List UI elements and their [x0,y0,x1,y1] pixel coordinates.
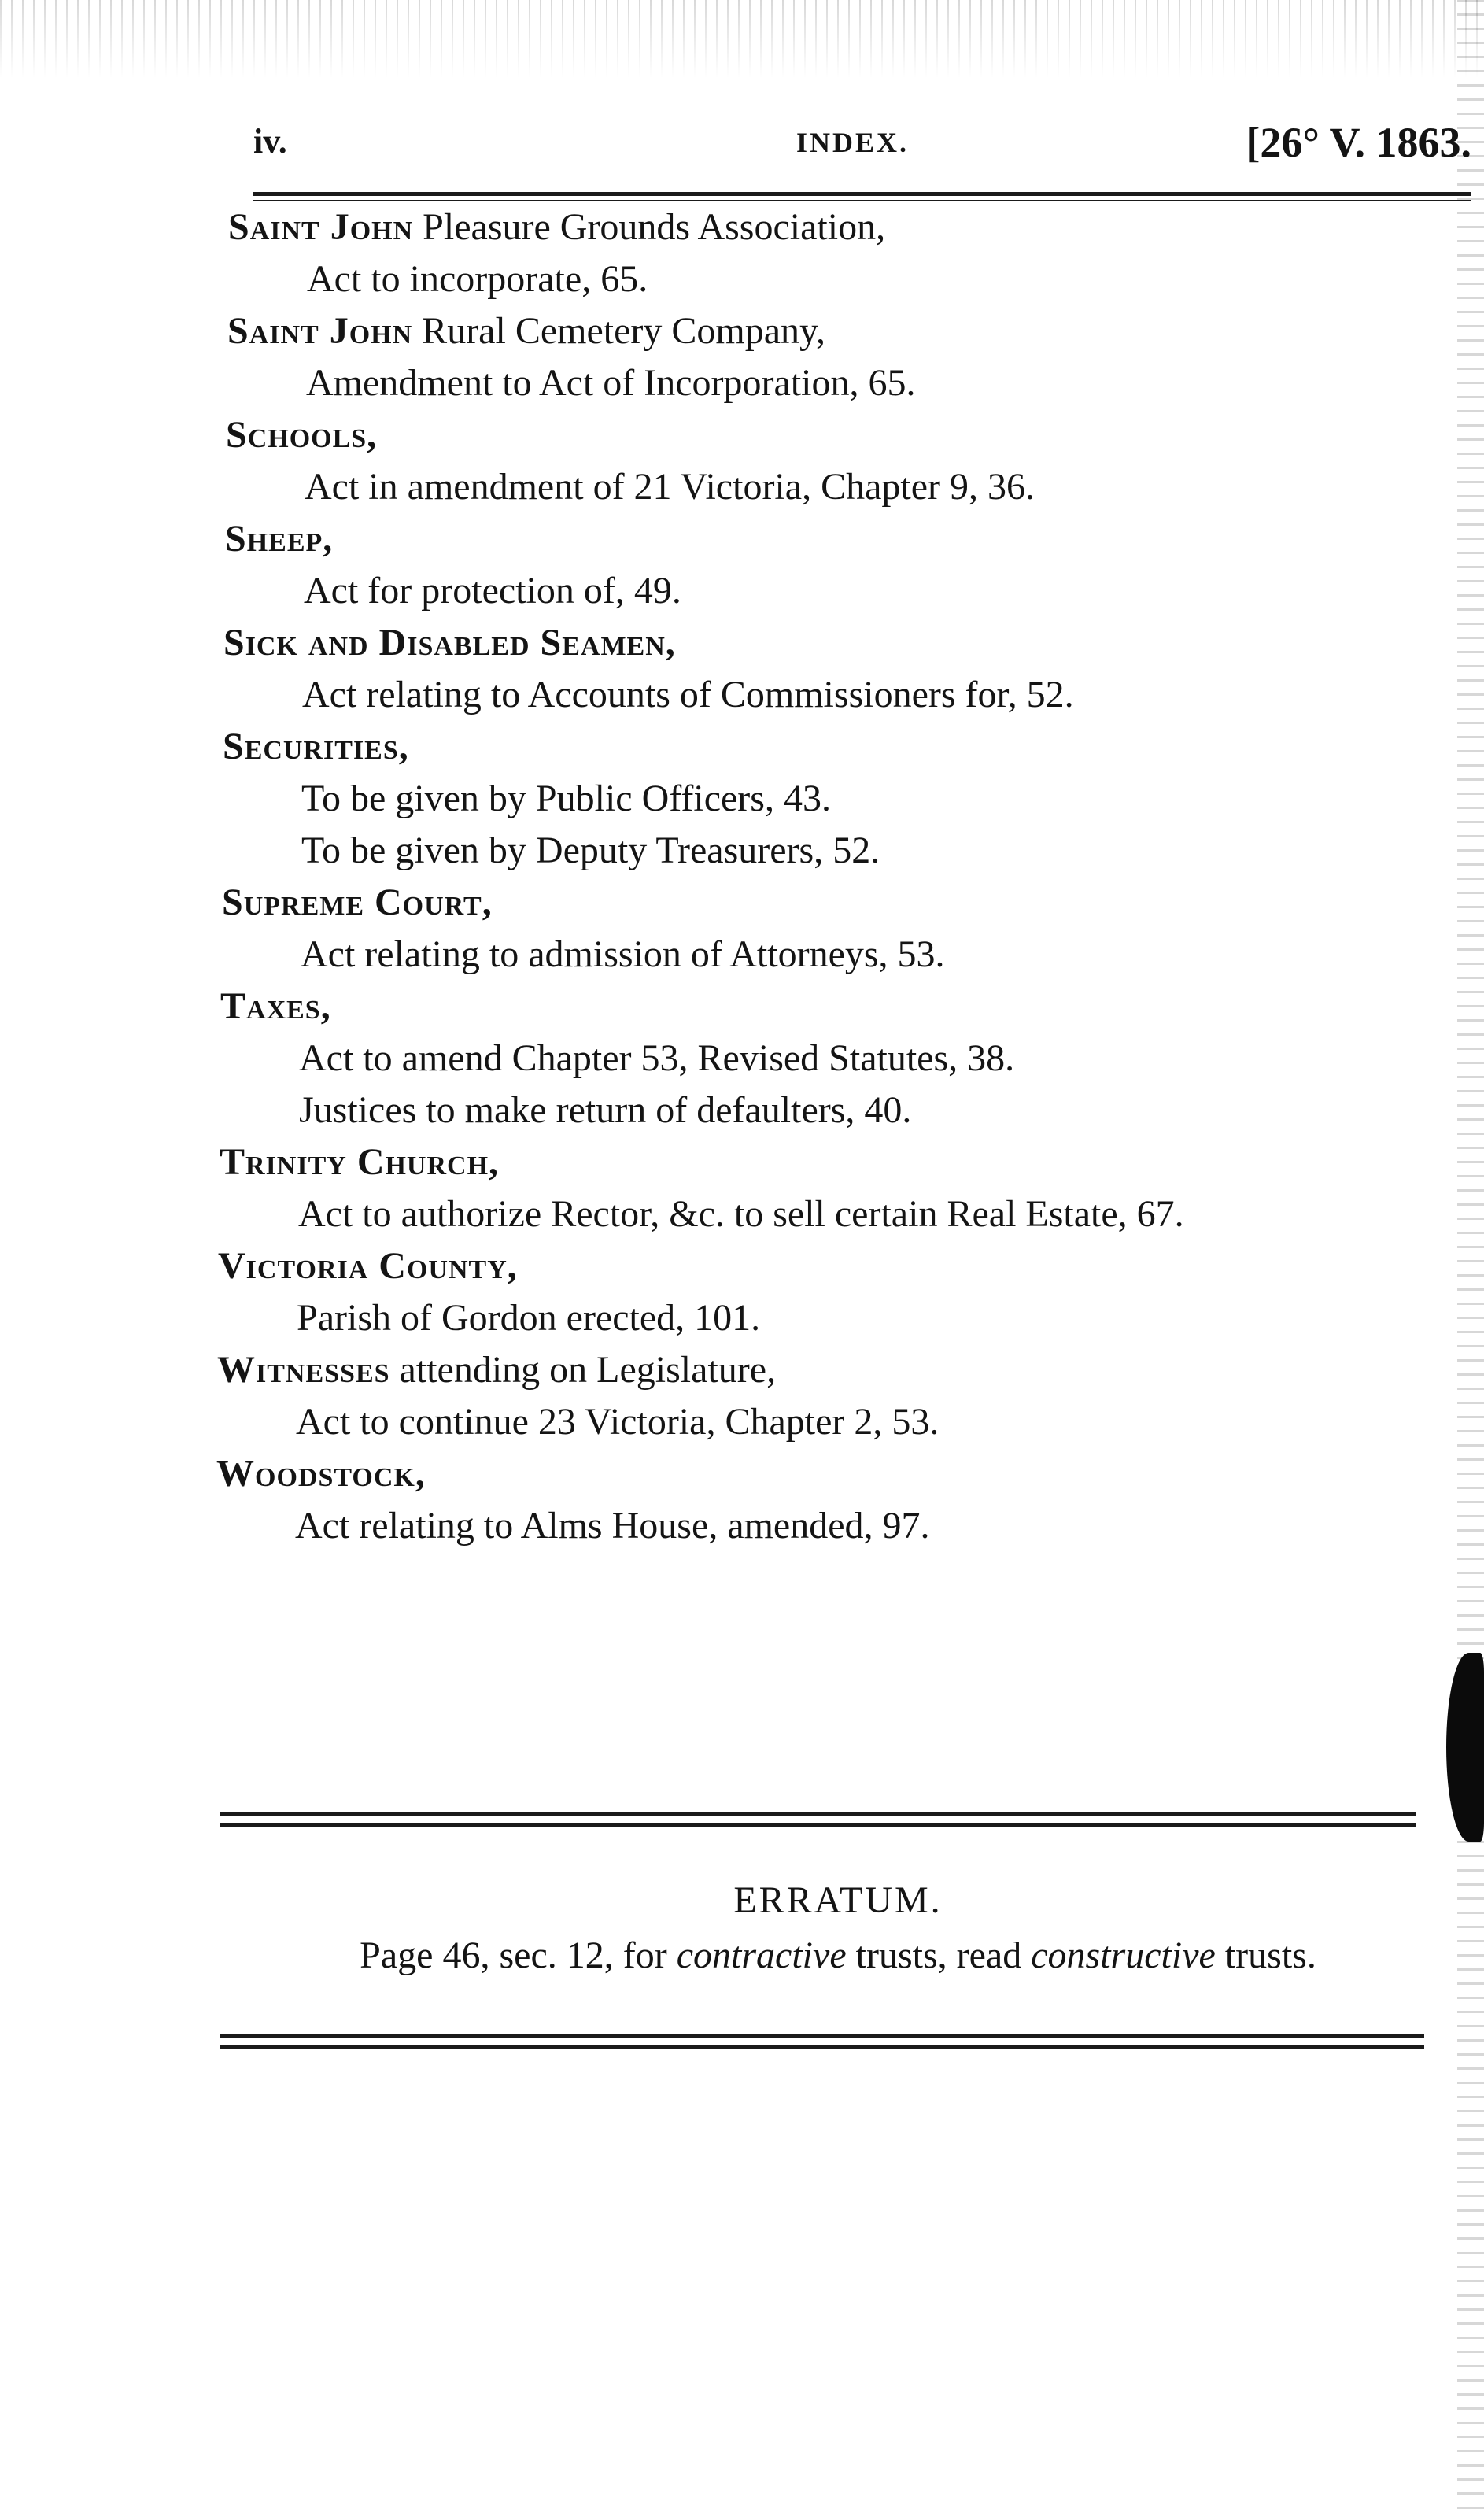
erratum-part-1: Page 46, sec. 12, for [360,1934,677,1976]
perforated-top-edge [0,0,1484,79]
index-term: Supreme Court, [222,881,493,923]
index-entry [220,981,1456,1136]
index-entry [216,1448,1456,1552]
index-heading-rest: Pleasure Grounds Association, [413,206,886,248]
ink-blot [1446,1653,1484,1842]
index-term: Woodstock, [216,1453,426,1495]
index-term: Saint John [228,206,414,248]
index-subentry: Act relating to Accounts of Commissioners for, 52. [302,674,1074,715]
index-subentry: Justices to make return of defaulters, 40. [299,1089,912,1131]
erratum-rule-bottom-2 [220,2045,1424,2049]
page-number: iv. [253,122,287,161]
erratum-rule-top-1 [220,1812,1416,1816]
index-heading-rest: attending on Legislature, [389,1349,777,1391]
erratum-part-3: trusts. [1215,1934,1316,1976]
index-subentry: Parish of Gordon erected, 101. [297,1297,761,1339]
index-subentry: Act relating to Alms House, amended, 97. [295,1505,930,1546]
index-subentry: Amendment to Act of Incorporation, 65. [306,362,916,404]
erratum-text [268,1928,1408,1983]
index-heading [222,877,1456,929]
index-subentry: Act for protection of, 49. [304,570,681,612]
erratum-title: ERRATUM. [733,1879,943,1921]
erratum [268,1873,1408,1983]
index-entry [223,721,1456,877]
running-title: INDEX. [796,127,910,158]
index-term: Saint John [227,310,413,352]
index-term: Victoria County, [218,1245,518,1287]
index-subentry: Act to continue 23 Victoria, Chapter 2, 53. [296,1401,939,1443]
index-term: Witnesses [217,1349,390,1391]
index-term: Securities, [223,726,409,767]
index-subentry: Act in amendment of 21 Victoria, Chapter 9, 36. [305,466,1035,508]
index-term: Schools, [226,414,378,456]
index-entry [228,201,1456,305]
index-subentry: To be given by Deputy Treasurers, 52. [301,830,880,871]
index-heading-rest: Rural Cemetery Company, [412,310,825,352]
index-heading [218,1240,1456,1292]
index-heading [220,981,1456,1033]
index-heading [217,1344,1456,1396]
index-heading [228,201,1456,253]
index-heading [226,409,1456,461]
erratum-rule-top-2 [220,1823,1416,1827]
index-term: Trinity Church, [220,1141,500,1183]
worn-right-edge [1457,0,1484,2509]
index-entry [227,305,1456,409]
index-heading [223,721,1456,773]
erratum-wrong-word: contractive [676,1934,847,1976]
index-entry [225,513,1456,617]
index-entry [222,877,1456,981]
index-subentry: Act relating to admission of Attorneys, 53. [301,933,945,975]
index-term: Taxes, [220,985,331,1027]
header-rule-thick [253,192,1471,196]
index-list [216,201,1456,1552]
index-subentry: Act to authorize Rector, &c. to sell certain Real Estate, 67. [298,1193,1184,1235]
index-entry [220,1136,1456,1240]
index-heading [216,1448,1456,1500]
index-subentry: To be given by Public Officers, 43. [301,778,831,819]
index-term: Sheep, [225,518,334,560]
index-subentry: Act to incorporate, 65. [307,258,648,300]
index-term: Sick and Disabled Seamen, [223,622,676,663]
erratum-correct-word: constructive [1031,1934,1216,1976]
index-heading [227,305,1456,357]
index-entry [217,1344,1456,1448]
page-header [253,110,1471,173]
index-entry [218,1240,1456,1344]
erratum-part-2: trusts, read [846,1934,1032,1976]
erratum-rule-bottom-1 [220,2034,1424,2038]
index-subentry: Act to amend Chapter 53, Revised Statutes, 38. [299,1037,1015,1079]
index-entry [223,617,1456,721]
header-date: [26° V. 1863. [1246,119,1471,166]
index-heading [223,617,1456,669]
index-heading [220,1136,1456,1188]
index-heading [225,513,1456,565]
index-entry [226,409,1456,513]
